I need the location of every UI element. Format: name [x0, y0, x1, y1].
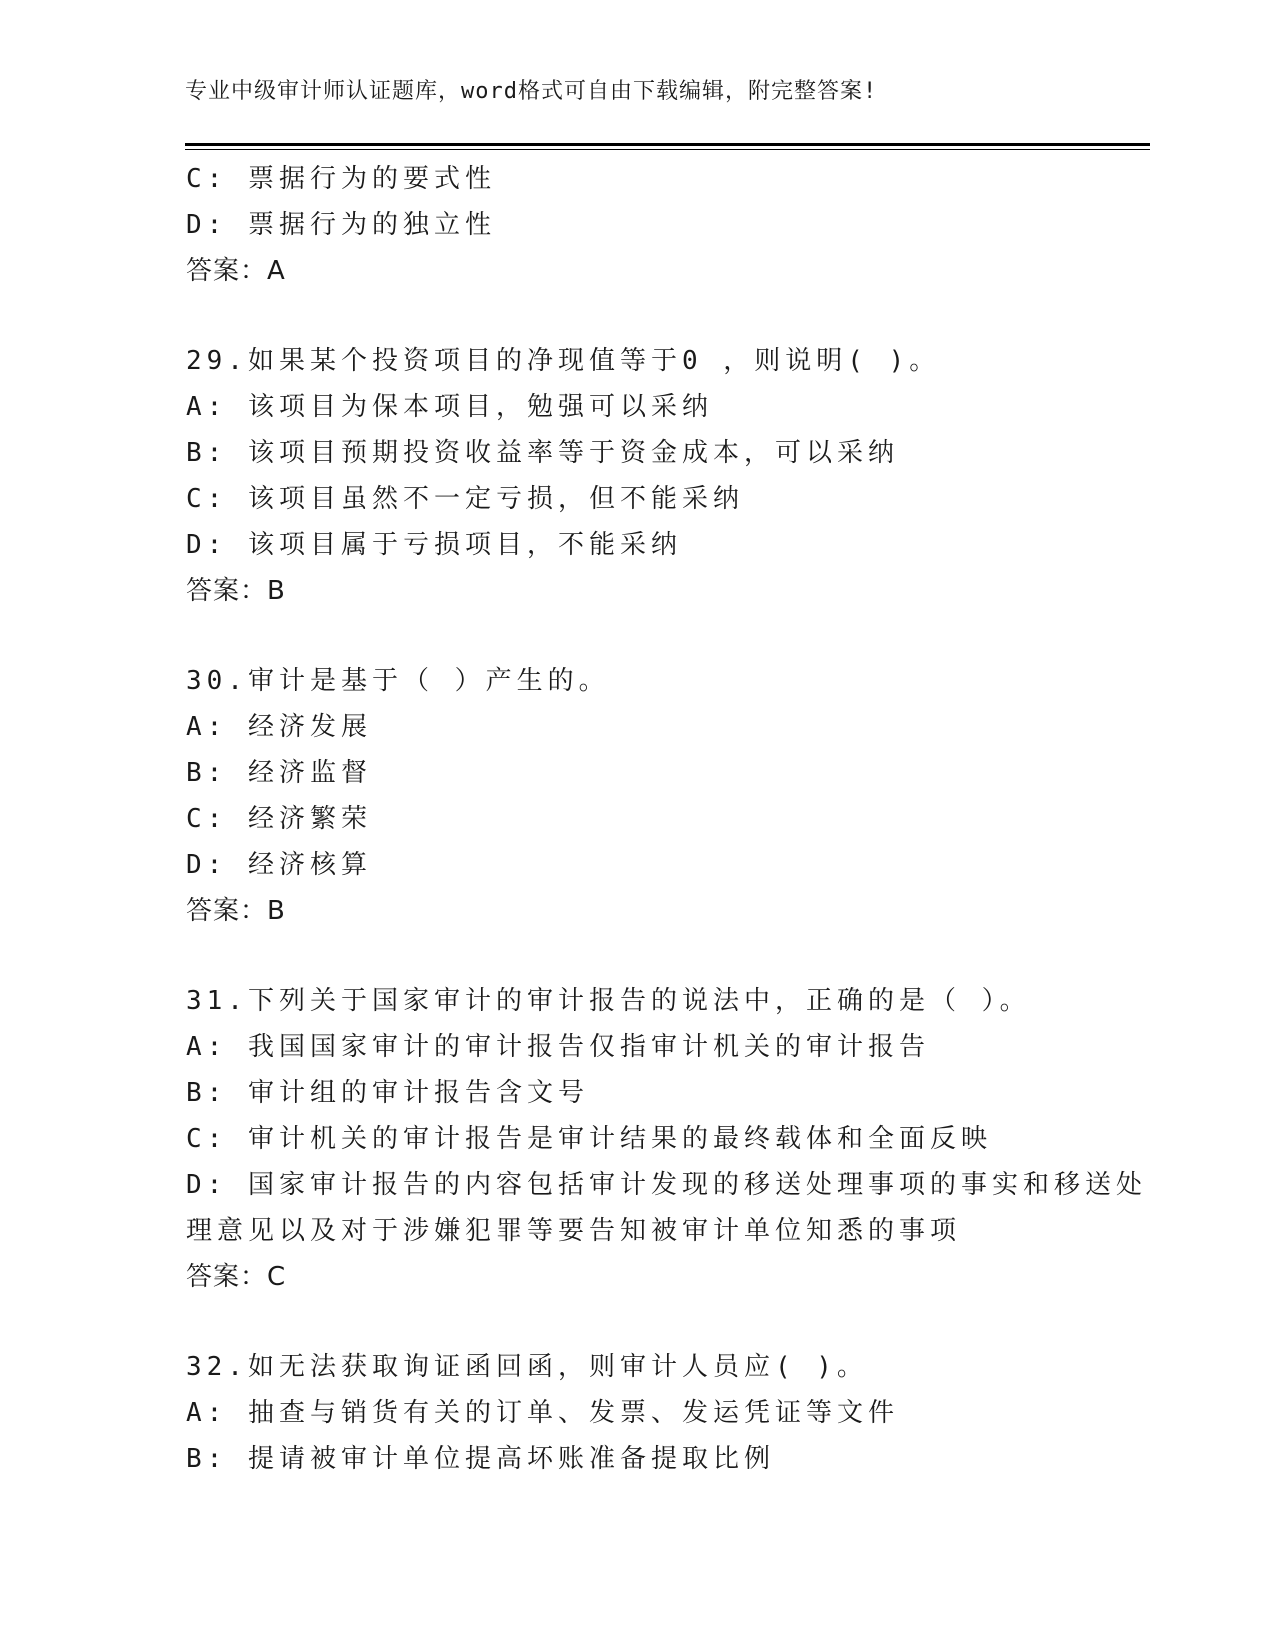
option-d-continued: 理意见以及对于涉嫌犯罪等要告知被审计单位知悉的事项: [186, 1216, 962, 1246]
question-29: [186, 338, 1086, 614]
question-stem: 31.下列关于国家审计的审计报告的说法中，正确的是（ ）。: [186, 986, 1031, 1016]
question-stem: 29.如果某个投资项目的净现值等于0 ，则说明( )。: [186, 346, 941, 376]
answer-line: 答案：C: [186, 1262, 287, 1292]
question-30: [186, 658, 1086, 934]
option-b: B: 经济监督: [186, 758, 372, 788]
option-a: A: 该项目为保本项目，勉强可以采纳: [186, 392, 713, 422]
header-rule-thin: [185, 149, 1150, 150]
answer-line: 答案：A: [186, 256, 286, 286]
option-c: C: 该项目虽然不一定亏损，但不能采纳: [186, 484, 744, 514]
option-c: C: 审计机关的审计报告是审计结果的最终载体和全面反映: [186, 1124, 992, 1154]
question-31: [186, 978, 1147, 1300]
option-d: D: 国家审计报告的内容包括审计发现的移送处理事项的事实和移送处: [186, 1170, 1147, 1200]
question-content: [186, 156, 1147, 1482]
header-rule-thick: [185, 143, 1150, 146]
page-header: 专业中级审计师认证题库，word格式可自由下载编辑，附完整答案!: [185, 79, 878, 104]
answer-line: 答案：B: [186, 896, 286, 926]
option-b: B: 审计组的审计报告含文号: [186, 1078, 589, 1108]
option-d: D: 票据行为的独立性: [186, 210, 496, 240]
option-a: A: 抽查与销货有关的订单、发票、发运凭证等文件: [186, 1398, 899, 1428]
question-32: [186, 1344, 1086, 1482]
carryover-question: [186, 156, 1086, 294]
option-b: B: 提请被审计单位提高坏账准备提取比例: [186, 1444, 775, 1474]
answer-line: 答案：B: [186, 576, 286, 606]
option-d: D: 该项目属于亏损项目，不能采纳: [186, 530, 682, 560]
option-d: D: 经济核算: [186, 850, 372, 880]
option-c: C: 经济繁荣: [186, 804, 372, 834]
option-b: B: 该项目预期投资收益率等于资金成本，可以采纳: [186, 438, 899, 468]
option-a: A: 经济发展: [186, 712, 372, 742]
question-stem: 32.如无法获取询证函回函，则审计人员应( )。: [186, 1352, 868, 1382]
option-c: C: 票据行为的要式性: [186, 164, 496, 194]
question-stem: 30.审计是基于（ ）产生的。: [186, 666, 610, 696]
option-a: A: 我国国家审计的审计报告仅指审计机关的审计报告: [186, 1032, 930, 1062]
